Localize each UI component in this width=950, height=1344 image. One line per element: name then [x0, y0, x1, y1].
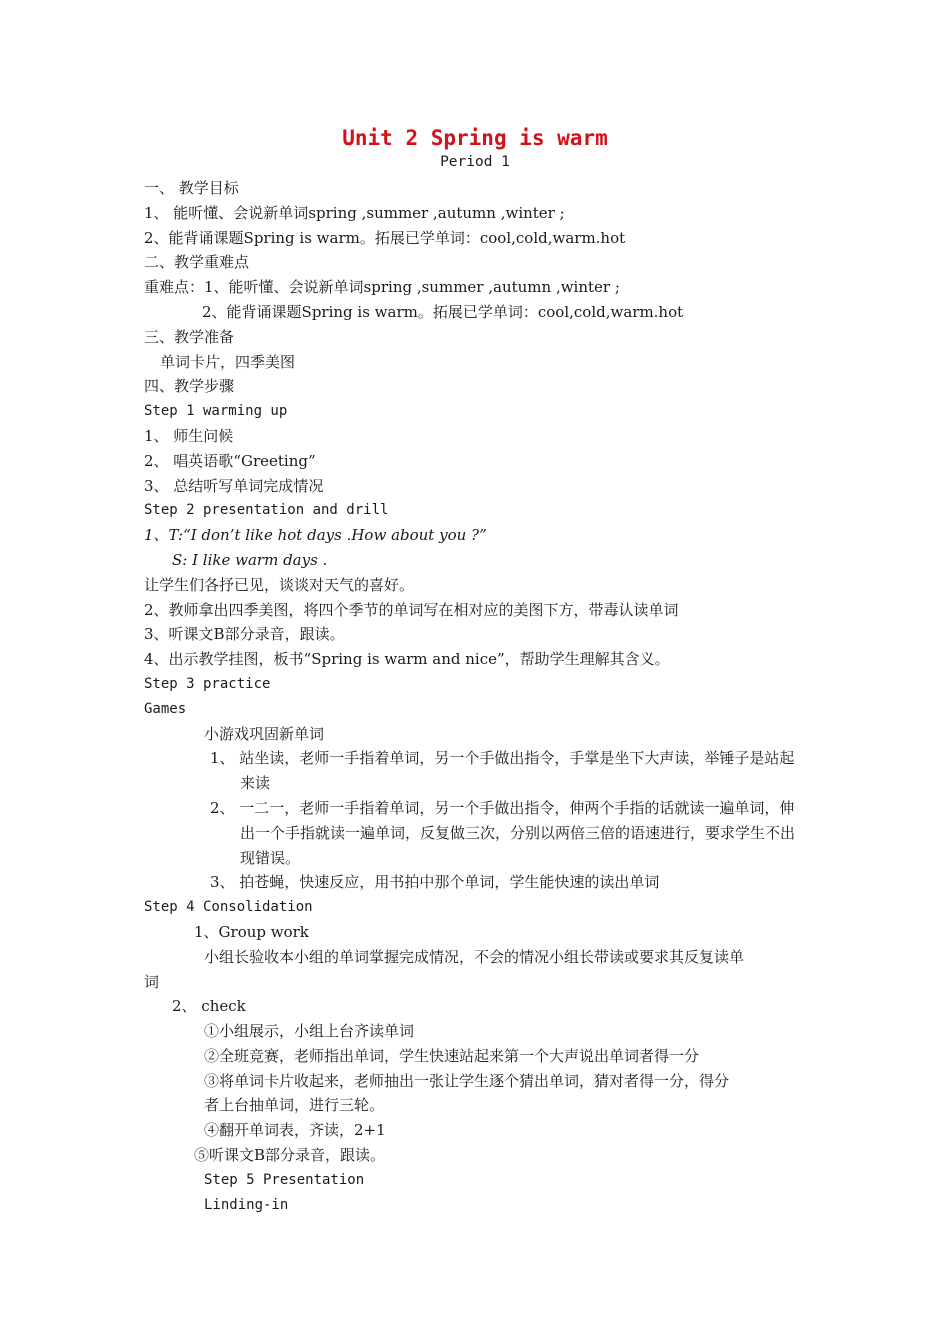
check-item: ⑤听课文B部分录音，跟读。 — [194, 1146, 386, 1165]
game-item: 1、 站坐读，老师一手指着单词，另一个手做出指令，手掌是坐下大声读，举锤子是站起来读 — [210, 749, 795, 793]
step3-heading: Step 3 practice — [144, 675, 271, 692]
dialog-teacher-line: 1、T:“I don’t like hot days .How about you ?” — [144, 526, 487, 545]
step2-item: 2、教师拿出四季美图，将四个季节的单词写在相对应的美图下方，带毒认读单词 — [144, 600, 679, 619]
group-work-desc-cont: 词 — [144, 972, 160, 991]
check-item: ④翻开单词表，齐读，2+1 — [204, 1121, 386, 1140]
step2-item: 让学生们各抒已见，谈谈对天气的喜好。 — [144, 575, 415, 594]
game-item: 2、 一二一，老师一手指着单词，另一个手做出指令，伸两个手指的话就读一遍单词，伸出一个手指就读一遍单词，反复做三次，分别以两倍三倍的语速进行，要求学生不出现错误。 — [210, 798, 796, 867]
check-item: ③将单词卡片收起来，老师抽出一张让学生逐个猜出单词，猜对者得一分，得分 — [204, 1071, 730, 1090]
preparation-item: 单词卡片，四季美图 — [160, 352, 296, 371]
document-body — [144, 176, 809, 1217]
games-label: Games — [144, 700, 187, 717]
step5-heading: Step 5 Presentation — [204, 1171, 365, 1188]
step1-item: 3、 总结听写单词完成情况 — [144, 476, 324, 495]
dialog-student-line: S: I like warm days . — [172, 550, 328, 569]
step1-item: 2、 唱英语歌“Greeting” — [144, 451, 316, 470]
section-heading-key-points: 二、教学重难点 — [144, 253, 250, 272]
step2-item: 4、出示教学挂图，板书“Spring is warm and nice”，帮助学生理解其含义。 — [144, 650, 670, 669]
check-label: 2、 check — [172, 997, 246, 1016]
group-work-desc: 小组长验收本小组的单词掌握完成情况，不会的情况小组长带读或要求其反复读单 — [204, 947, 745, 966]
games-intro: 小游戏巩固新单词 — [204, 724, 325, 743]
key-point-item: 2、能背诵课题Spring is warm。拓展已学单词：cool,cold,warm.hot — [202, 302, 684, 321]
group-work-label: 1、Group work — [194, 922, 309, 941]
objective-item: 1、 能听懂、会说新单词spring ,summer ,autumn ,winter ; — [144, 203, 565, 222]
objective-item: 2、能背诵课题Spring is warm。拓展已学单词：cool,cold,warm.hot — [144, 228, 626, 247]
check-item-cont: 者上台抽单词，进行三轮。 — [204, 1096, 385, 1115]
check-item: ②全班竞赛，老师指出单词，学生快速站起来第一个大声说出单词者得一分 — [204, 1046, 700, 1065]
check-item: ①小组展示，小组上台齐读单词 — [204, 1022, 415, 1041]
step2-heading: Step 2 presentation and drill — [144, 502, 389, 519]
key-point-item: 重难点：1、能听懂、会说新单词spring ,summer ,autumn ,winter ; — [144, 278, 620, 297]
step1-item: 1、 师生问候 — [144, 426, 234, 445]
step2-item: 3、听课文B部分录音，跟读。 — [144, 625, 345, 644]
document-subtitle: Period 1 — [440, 154, 510, 170]
section-heading-preparation: 三、教学准备 — [144, 327, 235, 346]
step1-heading: Step 1 warming up — [144, 403, 288, 420]
step5-item: Linding-in — [204, 1196, 289, 1213]
section-heading-steps: 四、教学步骤 — [144, 377, 235, 396]
game-item: 3、 拍苍蝇，快速反应，用书拍中那个单词，学生能快速的读出单词 — [210, 873, 660, 892]
section-heading-objectives: 一、 教学目标 — [144, 179, 239, 197]
document-title: Unit 2 Spring is warm — [342, 126, 608, 150]
step4-heading: Step 4 Consolidation — [144, 899, 313, 916]
